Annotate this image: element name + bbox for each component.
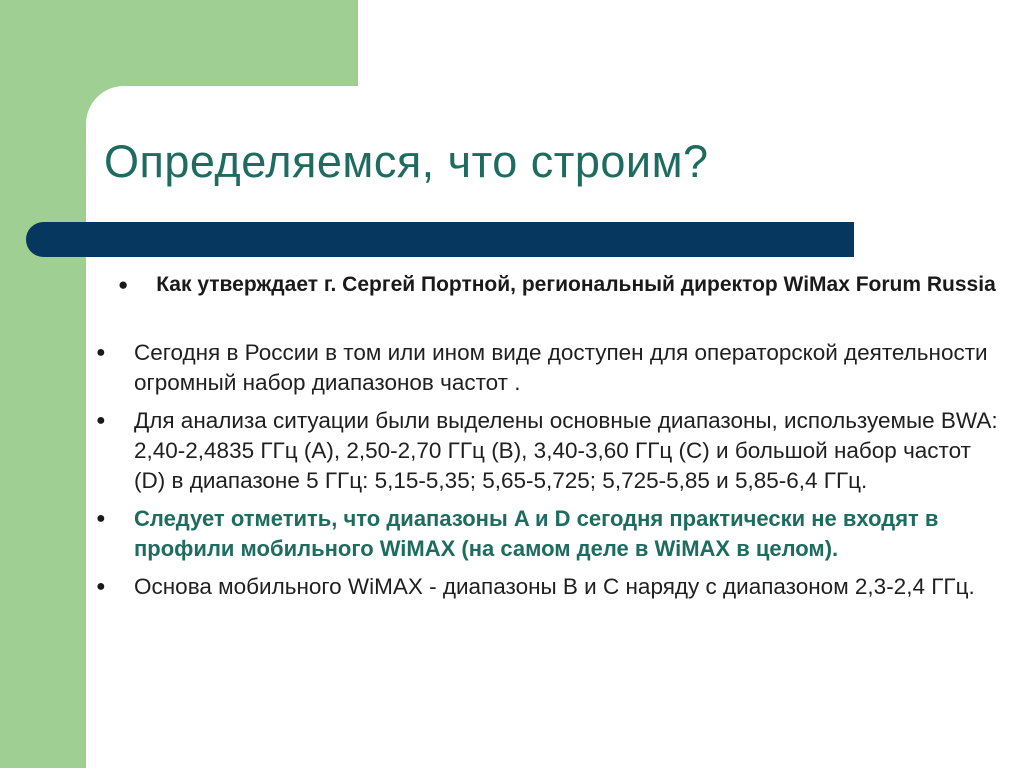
list-item [96,504,1006,564]
list-item-text-highlight: Следует отметить, что диапазоны A и D сегодня практически не входят в профили мобильного WiMAX (на самом деле в WiMAX в целом). [134,506,939,561]
bullet-icon: ● [118,275,129,294]
bullet-icon: ● [96,578,106,595]
bullet-icon: ● [96,510,106,527]
title-underline-bar [26,222,854,257]
list-item [96,572,1006,602]
slide-title: Определяемся, что строим? [104,136,709,187]
bullet-icon: ● [96,412,106,429]
list-item-text: Сегодня в России в том или ином виде доступен для операторской деятельности огромный набор диапазонов частот . [134,340,988,395]
decorative-green-strip [0,0,86,768]
bullet-icon: ● [96,344,106,361]
list-item-text: Для анализа ситуации были выделены основные диапазоны, используемые BWA: 2,40-2,4835 ГГц (A), 2,50-2,70 ГГц (B), 3,40-3,60 ГГц (C) и большой набор частот (D) в диапазоне 5 ГГц: 5,15-5,35; 5,65-5,725; 5,725-5,85 и 5,85-6,4 ГГц. [134,408,998,493]
list-item-text: Основа мобильного WiMAX - диапазоны B и C наряду с диапазоном 2,3-2,4 ГГц. [134,574,975,599]
list-item [96,406,1006,496]
list-item [96,338,1006,398]
bullet-list [96,338,1006,610]
source-attribution [108,270,998,300]
attribution-text: Как утверждает г. Сергей Портной, региональный директор WiMax Forum Russia [156,273,996,296]
